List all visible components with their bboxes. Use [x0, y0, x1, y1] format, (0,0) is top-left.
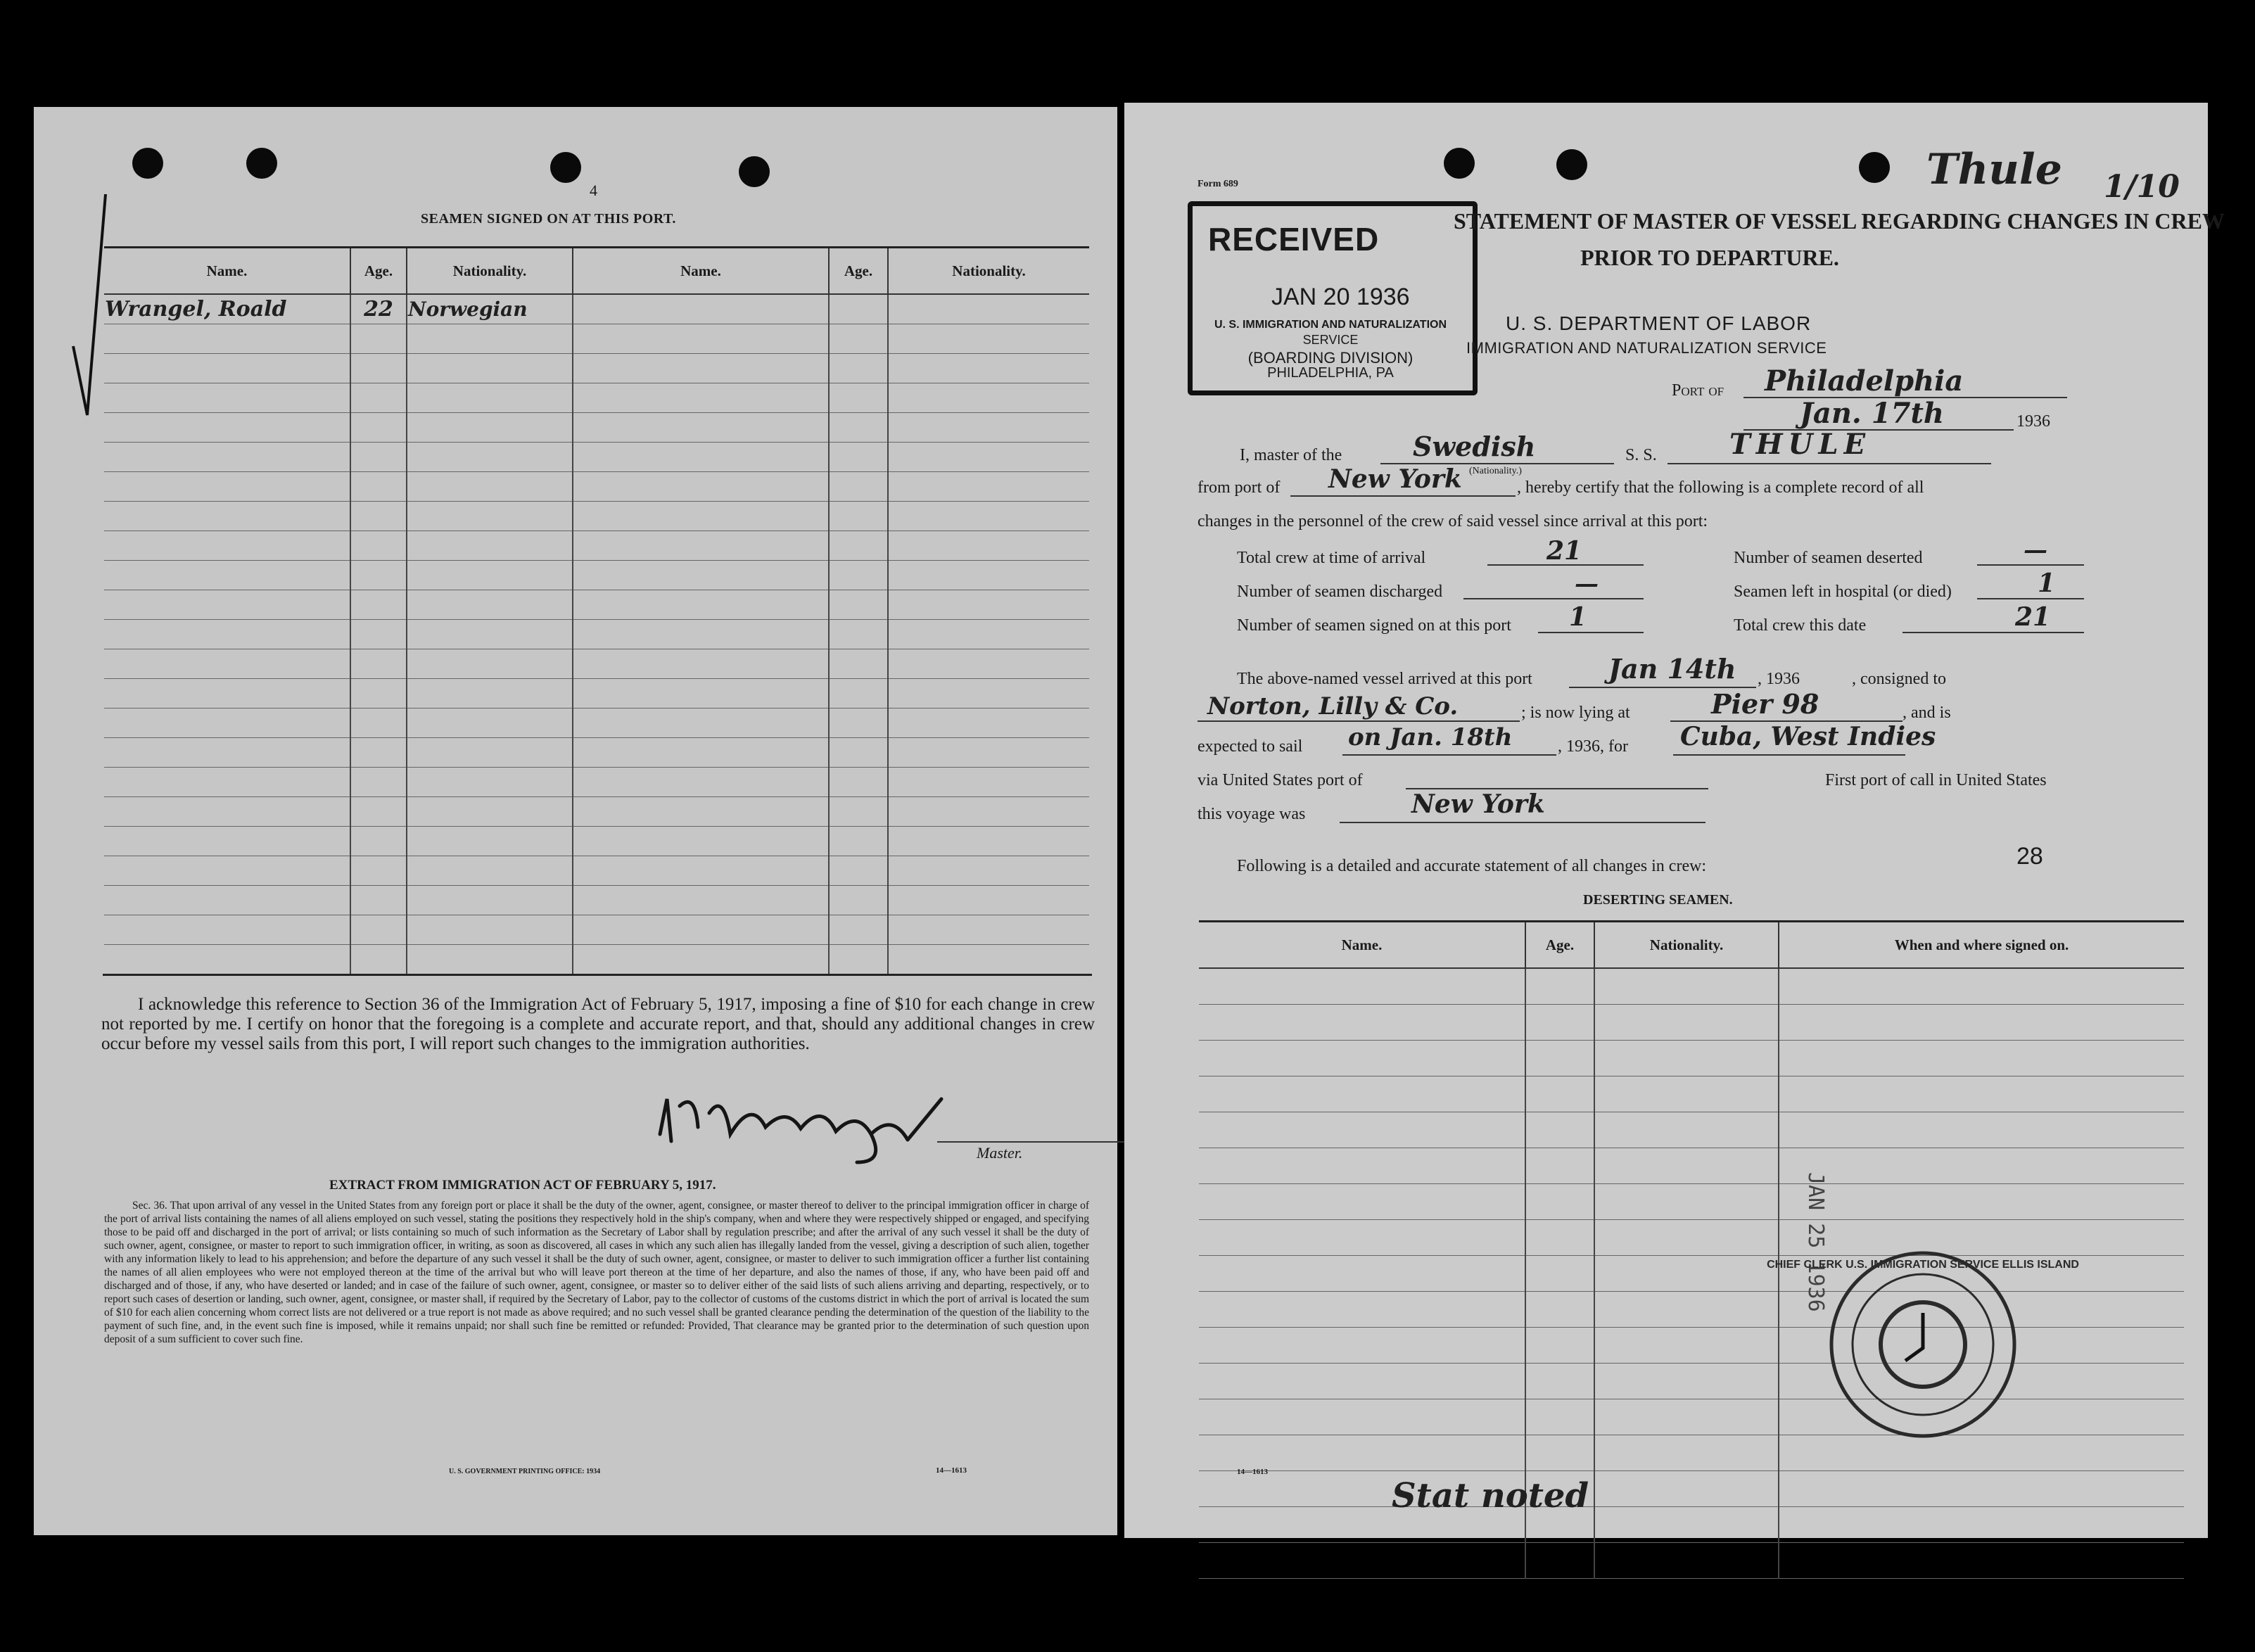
- table-row: [1199, 1328, 2184, 1364]
- service: IMMIGRATION AND NATURALIZATION SERVICE: [1466, 339, 1827, 357]
- table-row: [104, 294, 1089, 324]
- table-row: [104, 679, 1089, 709]
- stamp-line-4: PHILADELPHIA, PA: [1267, 365, 1394, 381]
- extract-title: EXTRACT FROM IMMIGRATION ACT OF FEBRUARY 5, 1917.: [329, 1178, 716, 1193]
- table-row: [1199, 1112, 2184, 1148]
- consigned-to-label: , consigned to: [1852, 670, 1946, 688]
- table-row: [104, 768, 1089, 797]
- vessel-name: THULE: [1729, 428, 1872, 461]
- deserted-value: —: [2024, 536, 2047, 564]
- table-row: [1199, 968, 2184, 1005]
- table-row: [104, 797, 1089, 827]
- round-stamp-text: CHIEF CLERK U.S. IMMIGRATION SERVICE ELLIS ISLAND: [1767, 1259, 2079, 1271]
- hospital-label: Seamen left in hospital (or died): [1734, 583, 1952, 601]
- table-row: [1199, 1005, 2184, 1041]
- table-row: [104, 827, 1089, 856]
- punch-hole: [550, 152, 581, 183]
- extract-text: Sec. 36. That upon arrival of any vessel in the United States from any foreign port or place it shall be the duty of the owner, agent, consignee, or master thereof to deliver to the principal immigration officer in charge of the port of arrival lists containing the names of all aliens employed on such vessel, stating the positions they respectively hold in the ship's company, when and where they were respectively shipped or engaged, and specifying those to be paid off and discharged in the port of arrival; or lists containing so much of such information as the Secretary of Labor shall by regulation prescribe; and after the arrival of any such vessel it shall be the duty of such owner, agent, consignee, or master to report to such immigration officer, in writing, as soon as discovered, all cases in which any such alien has illegally landed from the vessel, giving a description of such alien, together with any information likely to lead to his apprehension; and before the departure of any such vessel it shall be the duty of such owner, agent, consignee, or master to deliver to such immigration officer a further list containing the names of all alien employees who were not employed thereon at the time of the arrival but who will leave port thereon at the time of her departure, and also the names of those, if any, who have been paid off and discharged and of those, if any, who have deserted or landed; and in case of the failure of such owner, agent, consignee, or master so to deliver either of the said lists of such aliens arriving and departing, respectively, or to report such cases of desertion or landing, such owner, agent, consignee, or master shall, if required by the Secretary of Labor, pay to the collector of customs of the customs district in which the port of arrival is located the sum of $10 for each alien concerning whom correct lists are not delivered or a true report is not made as above required; and no such vessel shall be granted clearance pending the determination of the question of the liability to the payment of such fine, and, in the event such fine is imposed, while it remains unpaid; nor shall such fine be remitted or refunded: Provided, That clearance may be granted prior to the determination of such question upon deposit of a sum sufficient to cover such fine.: [104, 1200, 1089, 1345]
- form-code: 14—1613: [936, 1466, 967, 1475]
- signature-line: [937, 1141, 1134, 1143]
- table-row: [1199, 1471, 2184, 1507]
- table-row: [104, 324, 1089, 354]
- deserting-seamen-table: [1199, 920, 2184, 1579]
- table-row: [1199, 1399, 2184, 1435]
- col-header-nationality: Nationality.: [888, 248, 1089, 295]
- table-row: [1199, 1364, 2184, 1399]
- form-number: Form 689: [1198, 179, 1238, 189]
- changes-text: changes in the personnel of the crew of said vessel since arrival at this port:: [1198, 512, 1708, 530]
- hospital-value: 1: [2038, 568, 2056, 598]
- signed-on-table: [104, 246, 1089, 974]
- table-row: [1199, 1076, 2184, 1112]
- form-title-line-1: STATEMENT OF MASTER OF VESSEL REGARDING CHANGES IN CREW: [1454, 208, 2225, 234]
- handwritten-vessel-corner: Thule: [1926, 145, 2062, 194]
- table-row: [104, 502, 1089, 531]
- following-text: Following is a detailed and accurate statement of all changes in crew:: [1237, 857, 1707, 875]
- col-header-name: Name.: [104, 248, 350, 295]
- punch-hole: [246, 148, 277, 179]
- arrived-value: Jan 14th: [1608, 653, 1736, 685]
- port-label: Port of: [1672, 381, 1724, 400]
- table-row: [1199, 1507, 2184, 1543]
- deserted-label: Number of seamen deserted: [1734, 549, 1923, 567]
- via-label: via United States port of: [1198, 771, 1363, 789]
- seaman-name: Wrangel, Roald: [104, 294, 350, 324]
- col-header-nationality: Nationality.: [407, 248, 573, 295]
- table-row: [1199, 1184, 2184, 1220]
- col-header-age: Age.: [1525, 922, 1594, 969]
- table-row: [104, 886, 1089, 915]
- arrived-year: , 1936: [1758, 670, 1800, 688]
- master-of-label: I, master of the: [1240, 446, 1342, 464]
- acknowledgement-text: I acknowledge this reference to Section 36 of the Immigration Act of February 5, 1917, imposing a fine of $10 for each change in crew not reported by me. I certify on honor that the foregoing is a complete and accurate report, and that, should any additional changes in crew occur before my vessel sails from this port, I will report such changes to the immigration authorities.: [101, 995, 1095, 1053]
- received-stamp: [1188, 201, 1478, 395]
- table-row: [104, 354, 1089, 383]
- table-row: [1199, 1543, 2184, 1579]
- total-crew-arrival-value: 21: [1546, 536, 1582, 566]
- from-port-value: New York: [1328, 464, 1462, 494]
- punch-hole: [1859, 152, 1890, 183]
- stamp-received: RECEIVED: [1208, 221, 1380, 258]
- stamp-date: JAN 20 1936: [1271, 284, 1410, 310]
- master-label: Master.: [977, 1144, 1023, 1162]
- form-code: 14—1613: [1237, 1468, 1268, 1476]
- round-clerk-stamp-icon: [1767, 1243, 2079, 1447]
- table-bottom-rule: [103, 974, 1092, 976]
- expected-year: , 1936, for: [1558, 737, 1628, 756]
- expected-value: on Jan. 18th: [1348, 723, 1513, 751]
- page-mark: 28: [2016, 843, 2043, 870]
- col-header-age: Age.: [829, 248, 888, 295]
- received-date-stamp: JAN 25 1936: [1803, 1172, 1828, 1312]
- corner-number: 1/10: [2104, 169, 2180, 205]
- table-row: [104, 620, 1089, 649]
- table-row: [104, 531, 1089, 561]
- stamp-line-3: (BOARDING DIVISION): [1247, 349, 1414, 367]
- this-voyage-value: New York: [1411, 789, 1545, 819]
- table-row: [104, 856, 1089, 886]
- lying-at-value: Pier 98: [1711, 688, 1819, 720]
- consignee-value: Norton, Lilly & Co.: [1207, 692, 1459, 720]
- this-voyage-label: this voyage was: [1198, 805, 1306, 823]
- table-row: [104, 590, 1089, 620]
- table-row: [1199, 1148, 2184, 1184]
- table-row: [104, 383, 1089, 413]
- port-value: Philadelphia: [1765, 364, 1964, 398]
- department: U. S. DEPARTMENT OF LABOR: [1506, 312, 1812, 334]
- stamp-line-1: U. S. IMMIGRATION AND NATURALIZATION: [1214, 319, 1447, 331]
- table-row: [104, 915, 1089, 945]
- right-page: [1124, 103, 2225, 1538]
- table-row: [104, 443, 1089, 472]
- table-row: [104, 413, 1089, 443]
- table-row: [1199, 1292, 2184, 1328]
- table-row: [104, 649, 1089, 679]
- total-this-date-label: Total crew this date: [1734, 616, 1867, 635]
- year-value: 1936: [2016, 412, 2050, 431]
- nationality-value: Swedish: [1413, 431, 1536, 462]
- left-page: [34, 107, 1117, 1535]
- arrived-label: The above-named vessel arrived at this port: [1237, 670, 1532, 688]
- expected-label: expected to sail: [1198, 737, 1303, 756]
- col-header-signed-on: When and where signed on.: [1779, 922, 2184, 969]
- table-row: [104, 945, 1089, 974]
- nationality-caption: (Nationality.): [1469, 466, 1522, 476]
- punch-hole: [739, 156, 770, 187]
- ss-label: S. S.: [1625, 446, 1657, 464]
- stat-noted-note: Stat noted: [1392, 1476, 1589, 1516]
- lying-at-label: ; is now lying at: [1521, 704, 1630, 722]
- form-title-line-2: PRIOR TO DEPARTURE.: [1580, 245, 1839, 270]
- seaman-age: 22: [350, 294, 407, 324]
- from-port-label: from port of: [1198, 478, 1281, 497]
- col-header-name: Name.: [1199, 922, 1525, 969]
- certify-text: , hereby certify that the following is a complete record of all: [1517, 478, 1924, 497]
- table-row: [104, 738, 1089, 768]
- master-signature: [646, 1085, 955, 1169]
- table-row: [1199, 1435, 2184, 1471]
- printing-office: U. S. GOVERNMENT PRINTING OFFICE: 1934: [449, 1468, 601, 1475]
- table-row: [104, 561, 1089, 590]
- discharged-value: —: [1575, 570, 1599, 598]
- and-is-label: , and is: [1903, 704, 1951, 722]
- destination-value: Cuba, West Indies: [1680, 722, 1936, 751]
- col-header-nationality: Nationality.: [1594, 922, 1779, 969]
- stamp-line-2: SERVICE: [1302, 333, 1359, 347]
- table-row: [104, 709, 1089, 738]
- first-port-label: First port of call in United States: [1825, 771, 2047, 789]
- punch-hole: [132, 148, 163, 179]
- seaman-nationality: Norwegian: [407, 294, 573, 324]
- table-row: [1199, 1041, 2184, 1076]
- total-this-date-value: 21: [2015, 602, 2051, 632]
- discharged-label: Number of seamen discharged: [1237, 583, 1443, 601]
- signed-on-value: 1: [1569, 602, 1587, 632]
- page-number: 4: [590, 182, 597, 199]
- col-header-age: Age.: [350, 248, 407, 295]
- date-value: Jan. 17th: [1800, 397, 1944, 430]
- punch-hole: [1444, 148, 1475, 179]
- col-header-name: Name.: [573, 248, 829, 295]
- deserting-title: DESERTING SEAMEN.: [1583, 892, 1733, 908]
- punch-hole: [1556, 149, 1587, 180]
- section-title: SEAMEN SIGNED ON AT THIS PORT.: [421, 211, 676, 227]
- total-crew-arrival-label: Total crew at time of arrival: [1237, 549, 1426, 567]
- table-row: [1199, 1220, 2184, 1256]
- table-row: [104, 472, 1089, 502]
- signed-on-label: Number of seamen signed on at this port: [1237, 616, 1511, 635]
